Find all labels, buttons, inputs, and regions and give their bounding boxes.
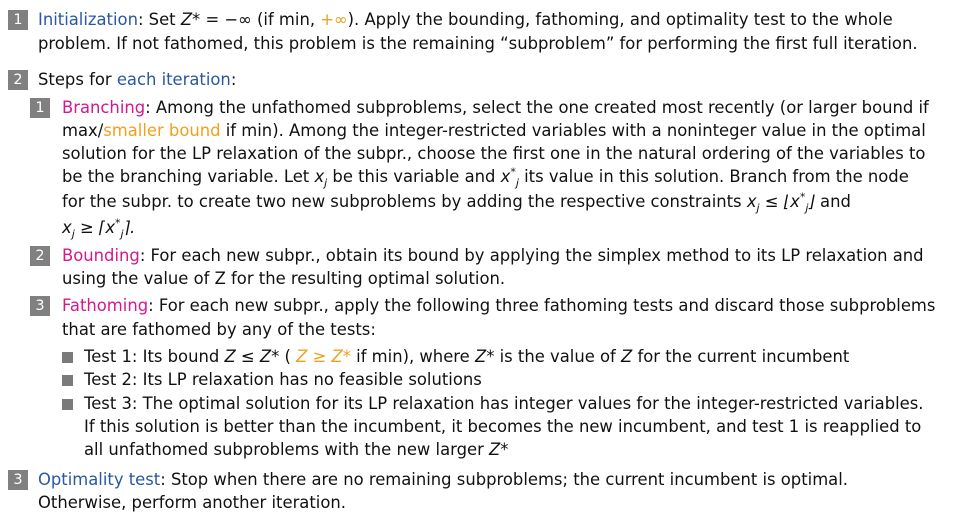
branching-line-1 bbox=[62, 96, 929, 120]
var-x: x bbox=[746, 192, 757, 211]
text-span: ( bbox=[279, 347, 297, 366]
text-span: : For each new subpr., obtain its bound by applying the simplex method to its LP relaxation and bbox=[139, 246, 924, 265]
text-span: be this variable and bbox=[327, 167, 501, 186]
initialization-line-2: problem. If not fathomed, this problem is the remaining “subproblem” for performing the first full iteration. bbox=[38, 34, 918, 53]
text-span: for the current incumbent bbox=[632, 347, 850, 366]
text-span: : Stop when there are no remaining subproblems; the current incumbent is optimal. bbox=[160, 470, 848, 489]
substep-number-badge: 3 bbox=[30, 296, 50, 316]
text-span: all unfathomed subproblems with the new larger bbox=[84, 440, 490, 459]
optimality-line-2: Otherwise, perform another iteration. bbox=[38, 493, 346, 512]
text-span: its value in this solution. Branch from the node bbox=[518, 167, 909, 186]
step-number-badge: 3 bbox=[8, 470, 28, 490]
subscript-j: j bbox=[71, 227, 75, 241]
text-span: : bbox=[230, 70, 237, 89]
substep-number-badge: 1 bbox=[30, 98, 50, 118]
plus-infinity: +∞ bbox=[320, 10, 348, 29]
subscript-j: j bbox=[756, 201, 760, 215]
bounding-line-2: using the value of Z for the resulting optimal solution. bbox=[62, 269, 506, 288]
subscript-j: j bbox=[324, 176, 328, 190]
test-3-line-1: Test 3: The optimal solution for its LP relaxation has integer values for the integer-restricted variables. bbox=[84, 394, 924, 413]
substep-number-badge: 2 bbox=[30, 246, 50, 266]
text-span: : For each new subpr., apply the following three fathoming tests and discard those subproblems bbox=[148, 296, 936, 315]
text-span: ). Apply the bounding, fathoming, and optimality test to the whole bbox=[347, 10, 893, 29]
fathoming-line-1 bbox=[62, 294, 935, 318]
branching-line-4 bbox=[62, 165, 909, 189]
var-x: x bbox=[62, 218, 72, 237]
optimality-line-1 bbox=[38, 468, 848, 492]
superscript-star: * bbox=[115, 216, 121, 230]
math-floor-constraint: $x_j$ ≤ $⌊x^*_j⌋$ bbox=[746, 190, 815, 215]
branching-line-5 bbox=[62, 190, 851, 214]
test-1 bbox=[84, 345, 849, 369]
branching-line-3: solution for the LP relaxation of the subpr., choose the first one in the natural ordering of the variables to bbox=[62, 144, 926, 163]
branching-line-2 bbox=[62, 119, 926, 143]
subscript-j: j bbox=[120, 227, 124, 241]
text-span: and bbox=[814, 192, 851, 211]
bounding-line-1 bbox=[62, 244, 924, 268]
text-span: if min). Among the integer-restricted variables with a noninteger value in the optimal bbox=[220, 121, 926, 140]
math-z-le-zstar: Z ≤ Z* bbox=[224, 347, 280, 366]
bounding-label: Bounding bbox=[62, 246, 140, 265]
smaller-bound-text: smaller bound bbox=[103, 121, 221, 140]
initialization-line-1 bbox=[38, 8, 893, 32]
text-span: : Among the unfathomed subproblems, select the one created most recently (or larger bound if bbox=[145, 98, 929, 117]
branching-line-6 bbox=[62, 216, 135, 240]
var-x: x bbox=[105, 218, 116, 237]
math-zstar: Z* bbox=[474, 347, 495, 366]
text-span: Test 1: Its bound bbox=[84, 347, 225, 366]
test-3-line-3 bbox=[84, 438, 508, 462]
math-ceil-constraint: $x_j$ ≥ $⌈x^*_j⌉$. bbox=[62, 216, 136, 241]
text-span: : Set bbox=[137, 10, 181, 29]
var-x: x bbox=[500, 167, 511, 186]
text-span: max/ bbox=[62, 121, 104, 140]
branching-label: Branching bbox=[62, 98, 146, 117]
var-x: x bbox=[314, 167, 325, 186]
math-xj bbox=[314, 167, 328, 190]
math-z-ge-zstar: Z ≥ Z* bbox=[296, 347, 351, 366]
step-number-badge: 2 bbox=[8, 70, 28, 90]
steps-header bbox=[38, 68, 236, 92]
bullet-icon bbox=[62, 352, 73, 363]
fathoming-line-2: that are fathomed by any of the tests: bbox=[62, 320, 376, 339]
test-3-line-2: If this solution is better than the incumbent, it becomes the new incumbent, and test 1 is reapplied to bbox=[84, 417, 922, 436]
optimality-test-label: Optimality test bbox=[38, 470, 161, 489]
var-x: x bbox=[790, 192, 800, 211]
text-span: (if min, bbox=[251, 10, 321, 29]
fathoming-label: Fathoming bbox=[62, 296, 149, 315]
text-span: for the subpr. to create two new subproblems by adding the respective constraints bbox=[62, 192, 747, 211]
subscript-j: j bbox=[515, 176, 519, 190]
superscript-star: * bbox=[799, 190, 806, 204]
bullet-icon bbox=[62, 375, 73, 386]
superscript-star: * bbox=[510, 165, 516, 179]
test-2: Test 2: Its LP relaxation has no feasible solutions bbox=[84, 370, 482, 389]
text-span: is the value of bbox=[494, 347, 622, 366]
subscript-j: j bbox=[805, 201, 809, 215]
math-xj-star bbox=[500, 165, 519, 190]
text-span: if min), where bbox=[350, 347, 475, 366]
math-zstar-neg-inf: Z* = −∞ bbox=[180, 10, 252, 29]
math-zstar: Z* bbox=[489, 440, 509, 459]
bullet-icon bbox=[62, 399, 73, 410]
text-span: be the branching variable. Let bbox=[62, 167, 315, 186]
step-number-badge: 1 bbox=[8, 10, 28, 30]
text-span: Steps for bbox=[38, 70, 117, 89]
initialization-label: Initialization bbox=[38, 10, 138, 29]
each-iteration-label: each iteration bbox=[116, 70, 231, 89]
math-z: Z bbox=[621, 347, 633, 366]
